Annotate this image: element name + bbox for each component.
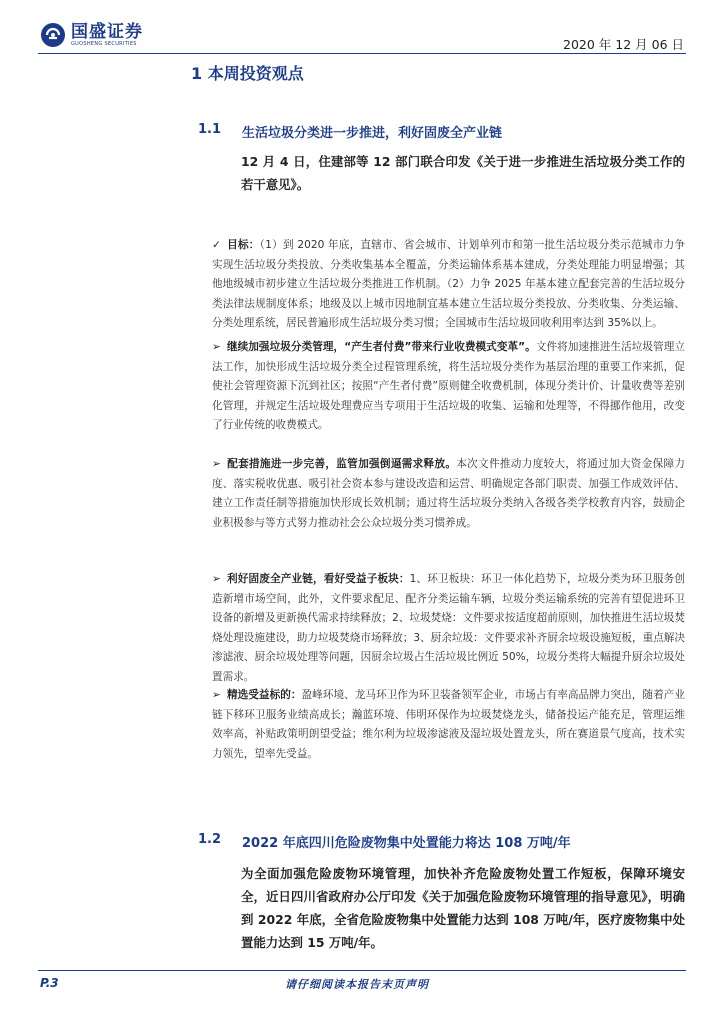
logo-english-name: GUOSHENG SECURITIES: [71, 40, 137, 47]
paragraph-heading: 目标：: [227, 239, 260, 251]
lead-paragraph-2: 为全面加强危险废物环境管理，加快补齐危险废物处置工作短板，保障环境安全，近日四川省政府办公厅印发《关于加强危险废物环境管理的指导意见》，明确到 2022 年底，全省危险废物集中处置能力达到 108 万吨/年，医疗废物集中处置能力达到 15 万吨/年。: [241, 866, 685, 950]
paragraph-supporting-measures: [212, 455, 685, 533]
subsection-number: 1.1: [198, 122, 222, 137]
company-logo: [40, 22, 143, 48]
paragraph-heading: 利好固废全产业链，看好受益子板块：: [226, 573, 410, 585]
arrow-bullet-icon: ➢: [212, 689, 221, 701]
paragraph-benefit-sectors: [212, 570, 685, 688]
paragraph-body: 盈峰环境、龙马环卫作为环卫装备领军企业，市场占有率高品牌力突出，随着产业链下移环卫服务业绩高成长；瀚蓝环境、伟明环保作为垃圾焚烧龙头，储备投运产能充足，管理运维效率高，补贴政策明朗望受益；维尔利为垃圾渗滤液及湿垃圾处置龙头，所在赛道景气度高，技术实力领先，望率先受益。: [212, 689, 686, 760]
paragraph-selected-stocks: [212, 686, 685, 764]
subsection-number: 1.2: [198, 832, 222, 847]
section-title: 1 本周投资观点: [191, 64, 304, 83]
paragraph-body: 文件将加速推进生活垃圾管理立法工作，加快形成生活垃圾分类全过程管理系统，将生活垃圾分类作为基层治理的重要工作来抓，促使社会管理资源下沉到社区；按照“产生者付费”原则健全收费机制，体现分类计价、计量收费等差别化管理，并规定生活垃圾处理费应当专项用于生活垃圾的收集、运输和处理等，不得挪作他用，改变了行业传统的收费模式。: [212, 341, 686, 432]
arrow-bullet-icon: ➢: [212, 573, 221, 585]
arrow-bullet-icon: ➢: [212, 341, 221, 353]
subsection-title: 生活垃圾分类进一步推进，利好固废全产业链: [242, 126, 503, 141]
footer-divider: [38, 970, 686, 971]
logo-emblem-icon: [40, 22, 66, 48]
paragraph-body: 1、环卫板块：环卫一体化趋势下，垃圾分类为环卫服务创造新增市场空间，此外，文件要求配足、配齐分类运输车辆，垃圾分类运输系统的完善有望促进环卫设备的新增及更新换代需求持续释放；2、垃圾焚烧：文件要求按适度超前原则，加快推进生活垃圾焚烧处理设施建设，助力垃圾焚烧市场释放；3、厨余垃圾：文件要求补齐厨余垃圾设施短板，重点解决渗滤液、厨余垃圾处理等问题，因厨余垃圾占生活垃圾比例近 50%，垃圾分类将大幅提升厨余垃圾处置需求。: [212, 573, 685, 683]
checkmark-icon: ✓: [212, 239, 222, 251]
logo-chinese-name: 国盛证券: [71, 21, 143, 42]
disclaimer-note: 请仔细阅读本报告末页声明: [285, 978, 429, 991]
report-date: 2020 年 12 月 06 日: [563, 37, 684, 52]
paragraph-fee-reform: [212, 338, 685, 436]
header-divider: [38, 53, 686, 54]
paragraph-targets: [212, 236, 685, 334]
subsection-heading-1-1: [198, 122, 502, 141]
paragraph-heading: 配套措施进一步完善，监管加强倒逼需求释放。: [226, 458, 457, 470]
arrow-bullet-icon: ➢: [212, 458, 221, 470]
subsection-heading-1-2: [198, 832, 571, 851]
page-number: P.3: [40, 976, 59, 990]
paragraph-body: （1）到 2020 年底，直辖市、省会城市、计划单列市和第一批生活垃圾分类示范城市力争实现生活垃圾分类投放、分类收集基本全覆盖，分类运输体系基本建成，分类处理能力明显增强；其他地级城市初步建立生活垃圾分类推进工作机制。（2）力争 2025 年基本建立配套完善的生活垃圾分类法律法规制度体系；地级及以上城市因地制宜基本建立生活垃圾分类投放、分类收集、分类运输、分类处理系统，居民普遍形成生活垃圾分类习惯；全国城市生活垃圾回收利用率达到 35%以上。: [212, 239, 685, 330]
page-header: [0, 0, 724, 56]
paragraph-body: 本次文件推动力度较大，将通过加大资金保障力度、落实税收优惠、吸引社会资本参与建设改造和运营、明确规定各部门职责、加强工作成效评估、建立工作责任制等措施加快形成长效机制；通过将生活垃圾分类纳入各级各类学校教育内容，鼓励企业积极参与等方式努力推动社会公众垃圾分类习惯养成。: [212, 458, 686, 529]
paragraph-heading: 精选受益标的：: [226, 689, 302, 701]
subsection-title: 2022 年底四川危险废物集中处置能力将达 108 万吨/年: [242, 836, 571, 851]
paragraph-heading: 继续加强垃圾分类管理，“产生者付费”带来行业收费模式变革”。: [226, 341, 536, 353]
lead-paragraph-1: 12 月 4 日，住建部等 12 部门联合印发《关于进一步推进生活垃圾分类工作的若干意见》。: [241, 154, 685, 192]
